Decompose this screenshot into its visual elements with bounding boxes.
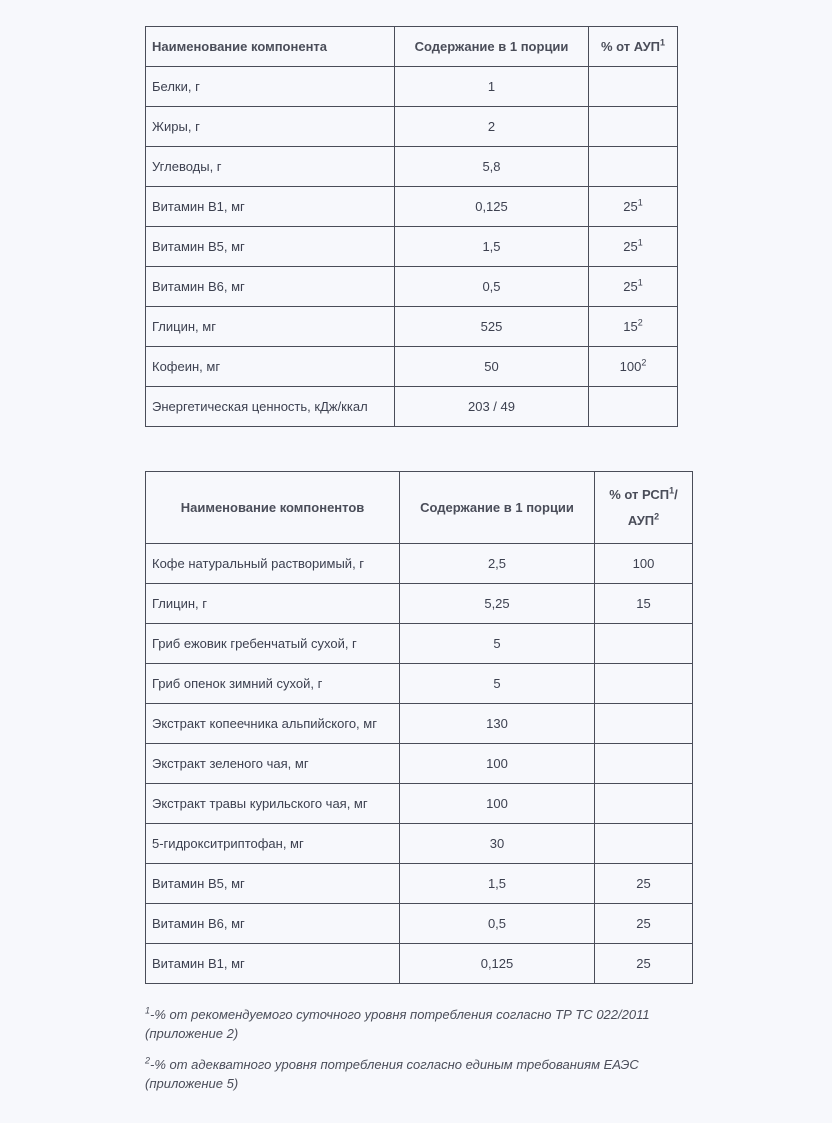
row-name: Кофеин, мг: [146, 347, 395, 387]
row-percent: $25^1$: [589, 267, 678, 307]
row-value: 1,5: [395, 227, 589, 267]
table-row: [146, 944, 693, 984]
row-value: 5,25: [400, 584, 595, 624]
table-row: [146, 347, 678, 387]
row-percent: 15: [595, 584, 693, 624]
row-name: Витамин B1, мг: [146, 944, 400, 984]
row-percent: 25: [595, 904, 693, 944]
row-value: 2,5: [400, 544, 595, 584]
table-row: [146, 187, 678, 227]
row-percent: 25: [595, 944, 693, 984]
table-row: [146, 147, 678, 187]
header-content: Содержание в 1 порции: [400, 472, 595, 544]
row-name: 5-гидрокситриптофан, мг: [146, 824, 400, 864]
row-percent: [589, 107, 678, 147]
footnotes: [145, 1005, 705, 1105]
table-header-row: [146, 27, 678, 67]
row-percent: [595, 704, 693, 744]
row-name: Экстракт травы курильского чая, мг: [146, 784, 400, 824]
row-value: 0,125: [400, 944, 595, 984]
row-name: Глицин, г: [146, 584, 400, 624]
row-name: Гриб ежовик гребенчатый сухой, г: [146, 624, 400, 664]
table-row: [146, 664, 693, 704]
row-percent: [595, 624, 693, 664]
table-row: [146, 624, 693, 664]
row-percent: [595, 824, 693, 864]
table-row: [146, 864, 693, 904]
row-percent: $100^2$: [589, 347, 678, 387]
table-row: [146, 704, 693, 744]
row-value: 100: [400, 784, 595, 824]
row-name: Кофе натуральный растворимый, г: [146, 544, 400, 584]
table-row: [146, 107, 678, 147]
row-name: Экстракт зеленого чая, мг: [146, 744, 400, 784]
nutrition-table-1: [145, 26, 678, 427]
row-percent: [589, 147, 678, 187]
row-name: Белки, г: [146, 67, 395, 107]
row-value: 50: [395, 347, 589, 387]
row-value: 5,8: [395, 147, 589, 187]
header-percent: % от АУП$^1$: [589, 27, 678, 67]
table-row: [146, 267, 678, 307]
table-row: [146, 904, 693, 944]
nutrition-table-2: [145, 471, 693, 984]
footnote-2: $^2$-% от адекватного уровня потребления согласно единым требованиям ЕАЭС (приложение 5): [145, 1055, 639, 1091]
row-name: Витамин B1, мг: [146, 187, 395, 227]
row-value: 1: [395, 67, 589, 107]
row-value: 1,5: [400, 864, 595, 904]
table-row: [146, 824, 693, 864]
row-name: Витамин B6, мг: [146, 267, 395, 307]
table-row: [146, 307, 678, 347]
footnote-1: $^1$-% от рекомендуемого суточного уровня потребления согласно ТР ТС 022/2011 (приложение 2): [145, 1005, 650, 1041]
table-row: [146, 67, 678, 107]
table-row: [146, 227, 678, 267]
row-percent: [589, 387, 678, 427]
row-percent: 100: [595, 544, 693, 584]
row-percent: 25: [595, 864, 693, 904]
row-percent: [589, 67, 678, 107]
row-value: 100: [400, 744, 595, 784]
table-row: [146, 784, 693, 824]
row-value: 2: [395, 107, 589, 147]
row-name: Углеводы, г: [146, 147, 395, 187]
row-percent: [595, 744, 693, 784]
table-row: [146, 387, 678, 427]
row-value: 30: [400, 824, 595, 864]
row-value: 0,125: [395, 187, 589, 227]
row-name: Жиры, г: [146, 107, 395, 147]
row-value: 5: [400, 624, 595, 664]
row-value: 130: [400, 704, 595, 744]
row-percent: $25^1$: [589, 187, 678, 227]
table-row: [146, 544, 693, 584]
row-name: Экстракт копеечника альпийского, мг: [146, 704, 400, 744]
table-row: [146, 744, 693, 784]
row-name: Гриб опенок зимний сухой, г: [146, 664, 400, 704]
row-percent: [595, 664, 693, 704]
row-value: 0,5: [400, 904, 595, 944]
header-component: Наименование компонента: [146, 27, 395, 67]
table-header-row: [146, 472, 693, 544]
row-name: Глицин, мг: [146, 307, 395, 347]
row-value: 203 / 49: [395, 387, 589, 427]
row-percent: [595, 784, 693, 824]
row-value: 0,5: [395, 267, 589, 307]
header-percent: % от РСП$^1$/ АУП$^2$: [595, 472, 693, 544]
row-name: Витамин B6, мг: [146, 904, 400, 944]
row-percent: $25^1$: [589, 227, 678, 267]
row-name: Витамин B5, мг: [146, 864, 400, 904]
header-component: Наименование компонентов: [146, 472, 400, 544]
row-value: 5: [400, 664, 595, 704]
table-row: [146, 584, 693, 624]
row-name: Энергетическая ценность, кДж/ккал: [146, 387, 395, 427]
row-percent: $15^2$: [589, 307, 678, 347]
row-value: 525: [395, 307, 589, 347]
header-content: Содержание в 1 порции: [395, 27, 589, 67]
row-name: Витамин B5, мг: [146, 227, 395, 267]
